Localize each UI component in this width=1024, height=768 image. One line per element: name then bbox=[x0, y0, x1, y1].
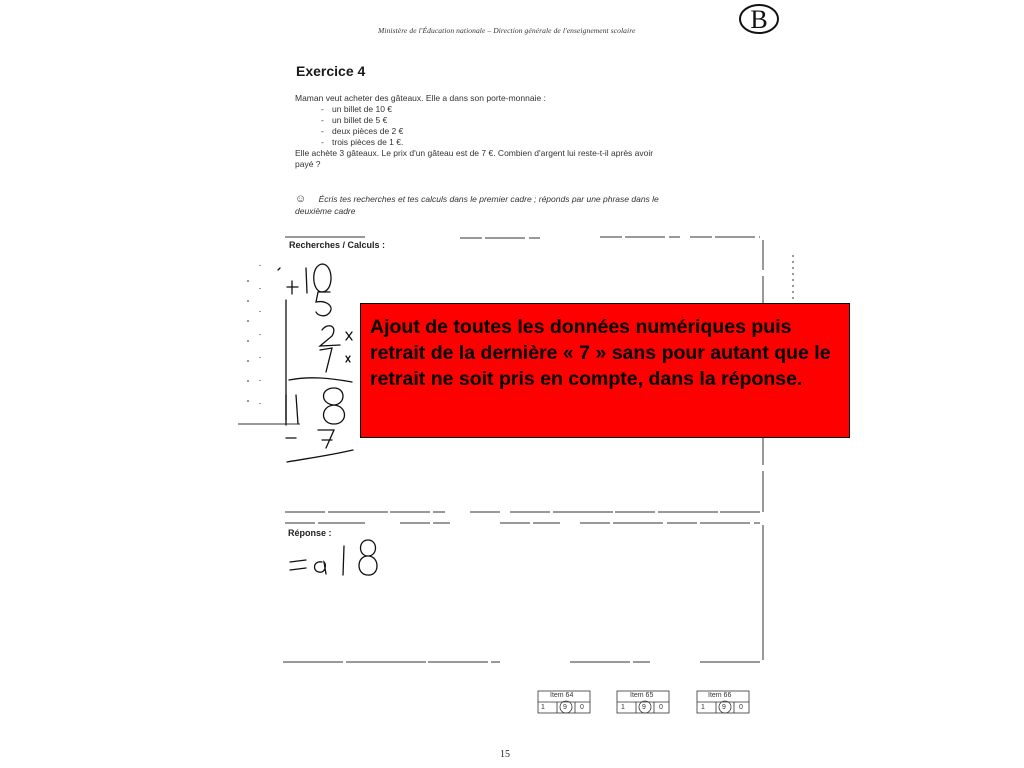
handwritten-calculation bbox=[278, 264, 353, 462]
item-65-value-9: 9 bbox=[642, 704, 646, 711]
svg-text:B: B bbox=[750, 5, 768, 34]
item-66-value-1: 1 bbox=[701, 704, 705, 711]
list-item: - trois pièces de 1 €. bbox=[321, 137, 404, 147]
page-number: 15 bbox=[500, 749, 510, 760]
handwritten-answer bbox=[290, 540, 377, 575]
item-65-value-0: 0 bbox=[659, 704, 663, 711]
research-frame-label: Recherches / Calculs : bbox=[289, 240, 386, 250]
item-64-value-0: 0 bbox=[580, 704, 584, 711]
item-65-value-1: 1 bbox=[621, 704, 625, 711]
statement-intro: Maman veut acheter des gâteaux. Elle a dans son porte-monnaie : bbox=[295, 93, 546, 103]
item-66-value-9: 9 bbox=[722, 704, 726, 711]
annotation-callout: Ajout de toutes les données numériques puis retrait de la dernière « 7 » sans pour autant que le retrait ne soit pris en compte, dans la réponse. bbox=[360, 303, 850, 438]
question-line-1: Elle achète 3 gâteaux. Le prix d'un gâteau est de 7 €. Combien d'argent lui reste-t-il après avoir bbox=[295, 148, 654, 158]
instruction-line-1: Écris tes recherches et tes calculs dans le premier cadre ; réponds par une phrase dans le bbox=[318, 194, 659, 204]
item-66-value-0: 0 bbox=[739, 704, 743, 711]
question-line-2: payé ? bbox=[295, 159, 321, 169]
list-item: - deux pièces de 2 € bbox=[321, 126, 404, 136]
document-header: Ministère de l'Éducation nationale – Direction générale de l'enseignement scolaire bbox=[378, 26, 636, 35]
item-64-value-1: 1 bbox=[541, 704, 545, 711]
item-66-label: Item 66 bbox=[708, 692, 732, 699]
item-65-label: Item 65 bbox=[630, 692, 654, 699]
item-64-value-9: 9 bbox=[563, 704, 567, 711]
list-item: - un billet de 10 € bbox=[321, 104, 393, 114]
list-item: - un billet de 5 € bbox=[321, 115, 388, 125]
instruction-line-2: deuxième cadre bbox=[295, 206, 356, 216]
exercise-title: Exercice 4 bbox=[296, 63, 366, 79]
smiley-icon: ☺ bbox=[295, 193, 307, 205]
answer-frame-label: Réponse : bbox=[288, 528, 332, 538]
item-64-label: Item 64 bbox=[550, 692, 574, 699]
